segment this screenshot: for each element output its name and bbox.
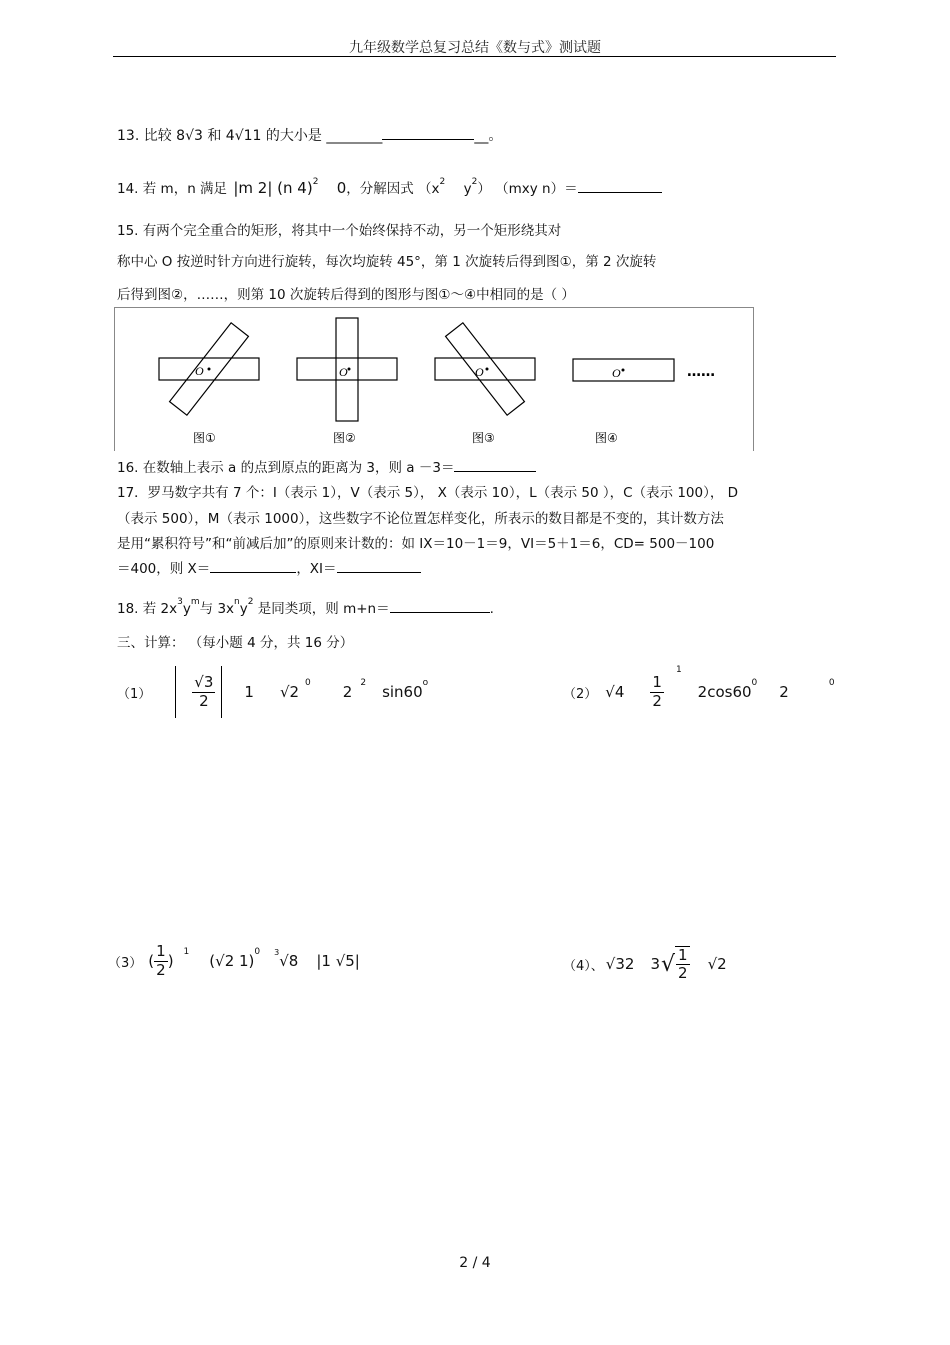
- q17-line-1: 17．罗马数字共有 7 个：I（表示 1），V（表示 5）， X（表示 10），L（表示 50 ），C（表示 100）， D: [117, 485, 739, 501]
- calc-3-denominator: 2: [156, 960, 166, 979]
- calc-1-denominator: 2: [199, 691, 209, 710]
- calc-4-term-2: 3: [650, 955, 660, 973]
- q18-y: y: [182, 601, 191, 617]
- calc-2-term-2: 2cos60: [697, 683, 752, 701]
- calc-1-term-4: sin60: [382, 683, 423, 701]
- calc-1-exp-3: 2: [360, 678, 367, 688]
- calc-1-label: （1）: [117, 686, 152, 702]
- calc-4-term-1: √32: [605, 955, 635, 973]
- q14-y-exponent: 2: [471, 177, 478, 187]
- q18-exp-2: 2: [247, 597, 254, 607]
- figure-1-caption: 图①: [193, 431, 216, 445]
- calc-2-label: （2）: [563, 686, 598, 702]
- q18-exp-3: 3: [177, 597, 183, 607]
- calc-3-paren-close: ): [167, 952, 174, 970]
- figure-3-rectangles: [435, 323, 535, 415]
- calc-1-term-1: 1: [244, 683, 254, 701]
- q18-period: .: [489, 601, 494, 617]
- calc-2-exp-3: 0: [828, 678, 835, 688]
- figure-3-center-dot: [486, 368, 489, 371]
- calc-3-fraction: [154, 943, 168, 979]
- q18-rest: 是同类项，则 m+n＝: [253, 601, 390, 617]
- q17-line-2: （表示 500），M（表示 1000），这些数字不论位置怎样变化，所表示的数目都是不变的，其计数方法: [117, 511, 724, 527]
- question-13: [117, 125, 502, 145]
- q18-term-a: 18. 若 2x: [117, 601, 178, 617]
- figure-1-center-dot: [208, 368, 211, 371]
- header-divider: [113, 56, 836, 57]
- figure-4-center-label: O: [612, 366, 621, 380]
- q14-mid: ，分解因式 （x: [346, 181, 440, 197]
- calc-1-abs: [175, 666, 222, 718]
- calc-2-fraction: [650, 674, 664, 710]
- figure-2-caption: 图②: [333, 431, 356, 445]
- calc-3-term-2: √8: [279, 952, 299, 970]
- calc-2-numerator: 1: [652, 673, 662, 692]
- q18-answer-blank: [390, 598, 490, 613]
- figure-4-caption: 图④: [595, 431, 618, 445]
- calc-2-exp-1: 1: [675, 665, 682, 675]
- figure-2-center-dot: [348, 368, 351, 371]
- calc-3-term-3: |1 √5|: [316, 952, 360, 970]
- question-16: [117, 456, 536, 476]
- calc-4-term-3: √2: [707, 955, 727, 973]
- calc-2-denominator: 2: [652, 691, 662, 710]
- calc-4-fraction: [675, 946, 690, 983]
- q17-x-answer-blank: [210, 558, 296, 573]
- q17-x-label: ＝400，则 X＝: [117, 561, 211, 577]
- calc-1-numerator: √3: [194, 673, 214, 692]
- q13-text: 13. 比较 8√3 和 4√11 的大小是 ________: [117, 128, 383, 144]
- calc-3-term-1: (√2 1): [209, 952, 255, 970]
- q15-line-2: 称中心 O 按逆时针方向进行旋转，每次均旋转 45°，第 1 次旋转后得到图①，第 2 次旋转: [117, 254, 657, 270]
- calc-1-exp-4: o: [422, 678, 429, 688]
- calc-4-radical-sign: √: [660, 951, 676, 977]
- q14-rest: ） （mxy n）＝: [477, 181, 578, 197]
- q17-xi-label: ，XI＝: [296, 561, 337, 577]
- calc-2-exp-2: 0: [751, 678, 758, 688]
- q13-tail: __。: [474, 128, 503, 144]
- q17-line-3: 是用“累积符号”和“前减后加”的原则来计数的：如 IX＝10－1＝9，VI＝5＋1＝6，CD= 500－100: [117, 536, 715, 552]
- page-header-title: 九年级数学总复习总结《数与式》测试题: [349, 40, 601, 56]
- calc-1-fraction: [192, 674, 215, 710]
- calc-3-root-index: 3: [274, 947, 280, 957]
- q14-condition: |m 2| (n 4): [233, 179, 313, 197]
- calc-1-term-3: 2: [342, 683, 353, 701]
- calc-3-exp-1: 1: [183, 947, 190, 957]
- figure-2-center-label: O: [339, 365, 348, 379]
- figure-3-center-label: O: [475, 365, 484, 379]
- q14-y: y: [463, 181, 472, 197]
- rotation-figures-svg: [115, 308, 753, 451]
- q18-exp-n: n: [234, 597, 240, 607]
- calc-3-numerator: 1: [156, 942, 166, 961]
- section-3-title: 三、计算： （每小题 4 分，共 16 分）: [117, 635, 354, 651]
- q17-line-4: [117, 557, 421, 577]
- question-18: [117, 597, 494, 617]
- q16-answer-blank: [454, 457, 536, 472]
- calc-3: [108, 936, 360, 986]
- q14-cond-exponent: 2: [312, 177, 319, 187]
- calc-2: [563, 664, 835, 720]
- calc-3-label: （3）: [108, 955, 143, 971]
- calc-4-label: （4）、: [563, 958, 604, 974]
- calc-4-numerator: 1: [678, 945, 688, 964]
- q18-exp-m: m: [190, 597, 200, 607]
- q14-prefix: 14. 若 m，n 满足: [117, 181, 228, 197]
- calc-3-paren-open: (: [148, 952, 155, 970]
- figure-1-center-label: O: [195, 364, 204, 378]
- figure-4-center-dot: [622, 369, 625, 372]
- page-number: 2 / 4: [459, 1255, 491, 1271]
- figure-ellipsis: ……: [687, 364, 715, 380]
- calc-1-term-2: √2: [279, 683, 300, 701]
- calc-1: [117, 664, 428, 720]
- q17-xi-answer-blank: [337, 558, 421, 573]
- q14-x-exponent: 2: [439, 177, 446, 187]
- calc-2-term-3: 2: [779, 683, 789, 701]
- q13-answer-blank: [382, 125, 474, 140]
- q15-figure: [114, 307, 754, 451]
- calc-3-exp-2: 0: [254, 947, 261, 957]
- question-14: [117, 177, 662, 197]
- calc-4-denominator: 2: [678, 964, 688, 982]
- calc-4: [563, 938, 727, 990]
- calc-1-exp-2: 0: [305, 678, 311, 688]
- q18-term-c: 与 3x: [199, 601, 235, 617]
- q15-line-3: 后得到图②，……，则第 10 次旋转后得到的图形与图①～④中相同的是（ ）: [117, 287, 575, 303]
- q14-answer-blank: [578, 178, 662, 193]
- calc-2-term-1: √4: [605, 683, 625, 701]
- q16-text: 16. 在数轴上表示 a 的点到原点的距离为 3，则 a －3＝: [117, 460, 455, 476]
- q15-line-1: 15. 有两个完全重合的矩形，将其中一个始终保持不动，另一个矩形绕其对: [117, 223, 562, 239]
- q14-cond-zero: 0: [336, 179, 347, 197]
- figure-3-caption: 图③: [472, 431, 495, 445]
- q18-y2: y: [239, 601, 248, 617]
